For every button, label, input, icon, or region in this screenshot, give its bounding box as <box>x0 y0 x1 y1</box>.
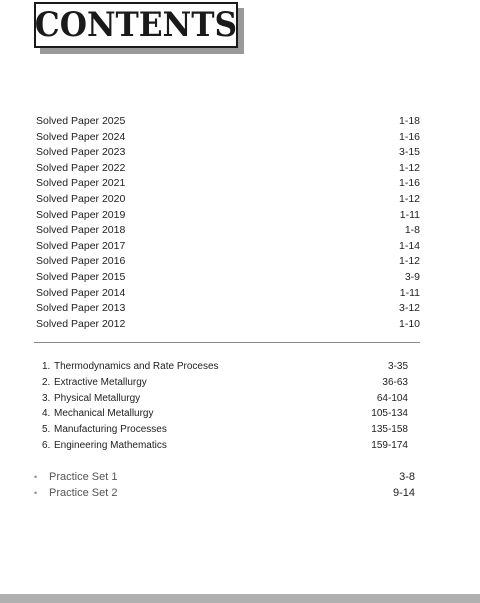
paper-label: Solved Paper 2014 <box>36 286 126 299</box>
page-title: CONTENTS <box>34 5 238 45</box>
list-item[interactable] <box>42 406 408 422</box>
list-item[interactable] <box>36 317 420 333</box>
paper-pages: 1-8 <box>404 224 420 237</box>
solved-papers-list <box>36 114 420 332</box>
chapter-number: 3. <box>42 392 51 404</box>
paper-pages: 3-12 <box>398 302 420 315</box>
list-item[interactable] <box>42 438 408 454</box>
chapter-pages: 64-104 <box>376 392 408 404</box>
paper-pages: 1-14 <box>398 239 420 252</box>
paper-label: Solved Paper 2021 <box>36 177 126 190</box>
list-item[interactable] <box>36 286 420 302</box>
paper-pages: 1-12 <box>398 255 420 268</box>
list-item[interactable] <box>34 469 415 485</box>
chapter-pages: 36-63 <box>382 376 408 388</box>
paper-label: Solved Paper 2013 <box>36 302 126 315</box>
chapter-pages: 105-134 <box>371 408 408 420</box>
chapter-number: 1. <box>42 361 51 372</box>
list-item[interactable] <box>36 223 420 239</box>
chapter-title: Physical Metallurgy <box>54 392 141 404</box>
paper-pages: 1-16 <box>398 130 420 143</box>
list-item[interactable] <box>36 270 420 286</box>
paper-pages: 3-9 <box>404 270 420 283</box>
practice-pages: 3-8 <box>399 471 415 483</box>
list-item[interactable] <box>36 301 420 317</box>
title-box <box>34 2 238 48</box>
practice-title: Practice Set 1 <box>49 471 118 483</box>
chapter-title: Thermodynamics and Rate Proceses <box>54 361 219 372</box>
chapter-title: Mechanical Metallurgy <box>54 408 154 420</box>
paper-pages: 1-18 <box>398 115 420 127</box>
list-item[interactable] <box>42 359 408 375</box>
paper-label: Solved Paper 2025 <box>36 115 126 127</box>
list-item[interactable] <box>36 192 420 208</box>
paper-label: Solved Paper 2024 <box>36 130 126 143</box>
paper-label: Solved Paper 2022 <box>36 161 126 174</box>
chapter-number: 4. <box>42 408 51 420</box>
list-item[interactable] <box>34 485 415 501</box>
paper-label: Solved Paper 2012 <box>36 317 126 330</box>
chapter-title: Extractive Metallurgy <box>54 376 147 388</box>
list-item[interactable] <box>42 391 408 407</box>
bottom-bar <box>0 594 480 603</box>
paper-pages: 1-16 <box>398 177 420 190</box>
list-item[interactable] <box>36 208 420 224</box>
contents-title-block <box>34 2 244 54</box>
paper-pages: 3-15 <box>398 146 420 159</box>
list-item[interactable] <box>36 254 420 270</box>
chapter-title: Engineering Mathematics <box>54 439 167 451</box>
paper-pages: 1-12 <box>398 192 420 205</box>
list-item[interactable] <box>36 239 420 255</box>
practice-pages: 9-14 <box>392 487 415 499</box>
chapter-number: 6. <box>42 439 51 451</box>
list-item[interactable] <box>36 161 420 177</box>
paper-label: Solved Paper 2015 <box>36 270 126 283</box>
list-item[interactable] <box>36 130 420 146</box>
paper-pages: 1-11 <box>399 208 420 221</box>
practice-title: Practice Set 2 <box>49 487 118 499</box>
list-item[interactable] <box>42 422 408 438</box>
chapters-list <box>42 359 408 454</box>
paper-label: Solved Paper 2016 <box>36 255 126 268</box>
paper-label: Solved Paper 2018 <box>36 224 126 237</box>
bullet-icon: • <box>34 488 38 498</box>
section-divider <box>34 342 420 343</box>
chapter-pages: 3-35 <box>387 361 408 372</box>
bullet-icon: • <box>34 472 38 482</box>
chapter-number: 5. <box>42 424 51 436</box>
chapter-pages: 135-158 <box>371 424 408 436</box>
paper-label: Solved Paper 2020 <box>36 192 126 205</box>
chapter-pages: 159-174 <box>371 439 408 451</box>
chapter-title: Manufacturing Processes <box>54 424 167 436</box>
list-item[interactable] <box>36 176 420 192</box>
list-item[interactable] <box>36 114 420 130</box>
practice-sets-list <box>34 469 415 501</box>
chapter-number: 2. <box>42 376 51 388</box>
paper-pages: 1-12 <box>398 161 420 174</box>
paper-label: Solved Paper 2023 <box>36 146 126 159</box>
paper-label: Solved Paper 2017 <box>36 239 126 252</box>
paper-label: Solved Paper 2019 <box>36 208 126 221</box>
list-item[interactable] <box>36 145 420 161</box>
paper-pages: 1-10 <box>398 317 420 330</box>
list-item[interactable] <box>42 375 408 391</box>
paper-pages: 1-11 <box>399 286 420 299</box>
